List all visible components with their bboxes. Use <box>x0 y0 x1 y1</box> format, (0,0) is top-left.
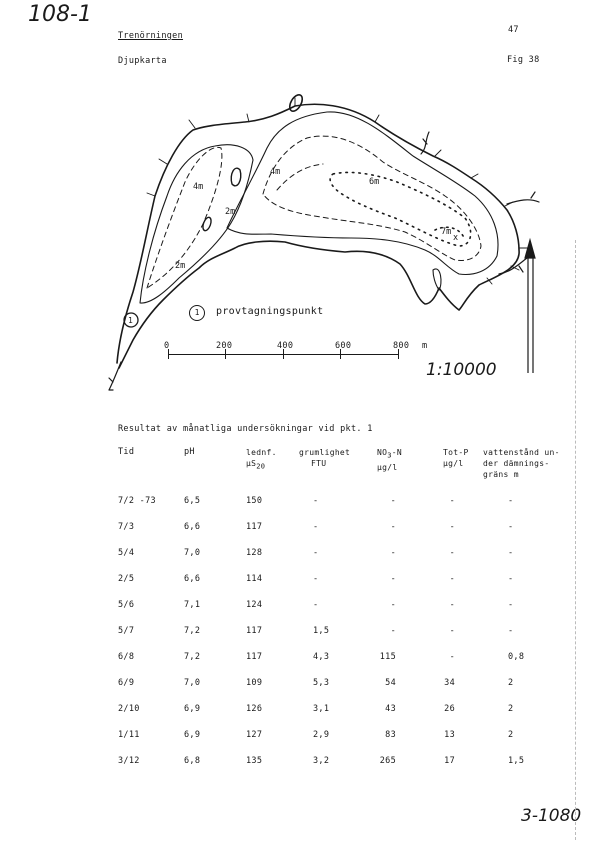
cell-totp: 26 <box>444 704 455 714</box>
depth-label: 6m <box>369 177 380 187</box>
header-ph: pH <box>184 447 195 457</box>
cell-totp: - <box>449 496 455 506</box>
cell-grum: 4,3 <box>313 652 330 662</box>
cell-vatt: - <box>508 574 514 584</box>
cell-vatt: 2 <box>508 730 514 740</box>
cell-no3: 83 <box>385 730 396 740</box>
header-tid: Tid <box>118 447 135 457</box>
cell-ledn: 126 <box>246 704 263 714</box>
depth-label: 2m <box>175 261 186 271</box>
legend-marker: 1 <box>189 305 205 321</box>
cell-no3: 43 <box>385 704 396 714</box>
header-no3: $NO_3-N$ µg/l <box>377 448 402 472</box>
cell-vatt: 1,5 <box>508 756 525 766</box>
cell-no3: 265 <box>379 756 396 766</box>
north-arrow <box>528 248 533 373</box>
cell-totp: - <box>449 600 455 610</box>
scale-unit: m <box>422 341 428 351</box>
depth-label: 4m <box>193 182 204 192</box>
page-number: 47 <box>508 25 519 35</box>
cell-totp: - <box>449 522 455 532</box>
cell-no3: - <box>390 626 396 636</box>
cell-ph: 6,9 <box>184 730 201 740</box>
inlet-stream <box>507 192 539 204</box>
cell-tid: 2/5 <box>118 574 135 584</box>
handwritten-archive-id: 3-1080 <box>521 806 582 826</box>
cell-vatt: - <box>508 496 514 506</box>
scale-label: 600 <box>335 341 352 351</box>
scale-label: 200 <box>216 341 233 351</box>
cell-no3: - <box>390 496 396 506</box>
depth-label: 4m <box>270 167 281 177</box>
cell-no3: 115 <box>379 652 396 662</box>
cell-no3: - <box>390 600 396 610</box>
cell-ledn: 117 <box>246 652 263 662</box>
cell-ph: 7,2 <box>184 652 201 662</box>
cell-grum: - <box>313 600 319 610</box>
cell-grum: - <box>313 522 319 532</box>
scale-label: 400 <box>277 341 294 351</box>
cell-ph: 6,9 <box>184 704 201 714</box>
cell-no3: - <box>390 522 396 532</box>
cell-grum: 3,2 <box>313 756 330 766</box>
map-point-marker: x <box>453 233 459 243</box>
shoal <box>433 269 441 290</box>
cell-ledn: 114 <box>246 574 263 584</box>
cell-vatt: 2 <box>508 704 514 714</box>
cell-vatt: - <box>508 626 514 636</box>
cell-vatt: 0,8 <box>508 652 525 662</box>
contour-4m <box>263 136 481 260</box>
cell-totp: - <box>449 652 455 662</box>
header-grumlighet: grumlighet FTU <box>299 448 351 468</box>
page-title: Trenörningen <box>118 31 184 41</box>
cell-tid: 5/6 <box>118 600 135 610</box>
cell-ph: 7,0 <box>184 548 201 558</box>
shoreline <box>117 104 519 368</box>
cell-totp: - <box>449 548 455 558</box>
cell-ledn: 109 <box>246 678 263 688</box>
cell-ledn: 135 <box>246 756 263 766</box>
cell-ph: 6,5 <box>184 496 201 506</box>
cell-tid: 7/3 <box>118 522 135 532</box>
contour-4m-arc <box>277 164 323 190</box>
cell-tid: 3/12 <box>118 756 140 766</box>
cell-no3: - <box>390 574 396 584</box>
depth-label: 2m <box>225 207 236 217</box>
figure-label: Fig 38 <box>507 55 540 65</box>
cell-ledn: 117 <box>246 522 263 532</box>
cell-ph: 6,8 <box>184 756 201 766</box>
cell-grum: - <box>313 548 319 558</box>
cell-ledn: 124 <box>246 600 263 610</box>
cell-ph: 7,1 <box>184 600 201 610</box>
cell-totp: 34 <box>444 678 455 688</box>
cell-grum: 2,9 <box>313 730 330 740</box>
cell-vatt: 2 <box>508 678 514 688</box>
cell-tid: 7/2 -73 <box>118 496 156 506</box>
cell-ph: 6,6 <box>184 522 201 532</box>
cell-tid: 1/11 <box>118 730 140 740</box>
header-ledn: lednf. µS$_{20}$ <box>246 448 277 471</box>
island <box>287 93 305 114</box>
islet <box>231 168 241 186</box>
cell-no3: - <box>390 548 396 558</box>
cell-vatt: - <box>508 522 514 532</box>
cell-grum: - <box>313 574 319 584</box>
cell-ph: 6,6 <box>184 574 201 584</box>
cell-totp: 17 <box>444 756 455 766</box>
cell-ph: 7,2 <box>184 626 201 636</box>
cell-totp: - <box>449 626 455 636</box>
table-caption: Resultat av månatliga undersökningar vid pkt. 1 <box>118 424 373 434</box>
cell-tid: 2/10 <box>118 704 140 714</box>
cell-tid: 6/8 <box>118 652 135 662</box>
cell-grum: - <box>313 496 319 506</box>
cell-grum: 3,1 <box>313 704 330 714</box>
north-arrow-head <box>525 240 535 258</box>
cell-tid: 5/7 <box>118 626 135 636</box>
header-vattenstand: vattenstånd un- der dämnings- gräns m <box>483 448 560 479</box>
contour-2m <box>227 112 498 275</box>
map-sample-number: 1 <box>128 316 133 325</box>
scale-label: 800 <box>393 341 410 351</box>
cell-tid: 5/4 <box>118 548 135 558</box>
outlet-stream <box>109 362 121 390</box>
depth-label: 7m <box>441 227 452 237</box>
page-subtitle: Djupkarta <box>118 56 167 66</box>
scale-handwritten: 1:10000 <box>426 360 497 380</box>
cell-vatt: - <box>508 548 514 558</box>
cell-tid: 6/9 <box>118 678 135 688</box>
cell-totp: 13 <box>444 730 455 740</box>
cell-ph: 7,0 <box>184 678 201 688</box>
cell-grum: 1,5 <box>313 626 330 636</box>
cell-ledn: 127 <box>246 730 263 740</box>
cell-ledn: 150 <box>246 496 263 506</box>
header-totp: Tot-P µg/l <box>443 448 469 468</box>
cell-totp: - <box>449 574 455 584</box>
handwritten-page-id: 108-1 <box>28 2 92 27</box>
cell-no3: 54 <box>385 678 396 688</box>
cell-grum: 5,3 <box>313 678 330 688</box>
cell-ledn: 128 <box>246 548 263 558</box>
scale-label: 0 <box>164 341 170 351</box>
legend-text: provtagningspunkt <box>216 306 324 317</box>
cell-ledn: 117 <box>246 626 263 636</box>
page-edge <box>575 240 576 840</box>
cell-vatt: - <box>508 600 514 610</box>
